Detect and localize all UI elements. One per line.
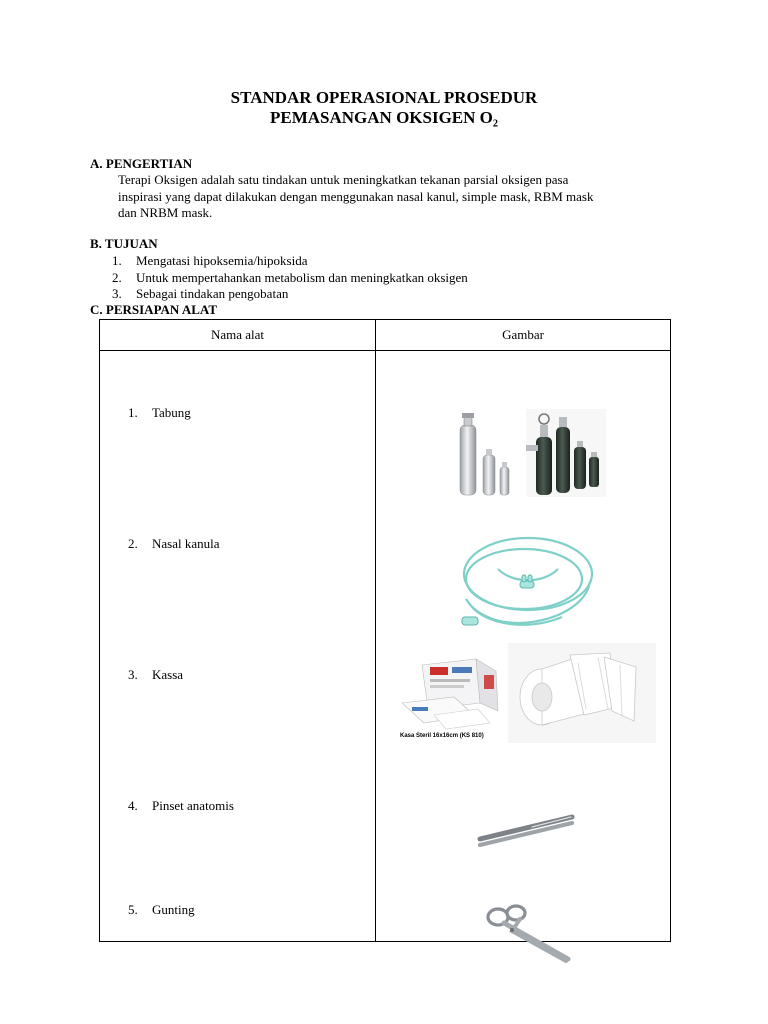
section-b-heading: B. TUJUAN (90, 236, 158, 251)
item-number: 2. (128, 536, 138, 551)
tweezers-icon (472, 809, 576, 851)
item-number: 5. (128, 902, 138, 917)
table-header-row (100, 320, 671, 351)
list-item (112, 253, 468, 270)
list-item (112, 270, 468, 287)
list-item (112, 286, 468, 303)
item-number: 3. (128, 667, 138, 682)
table-row (100, 351, 671, 942)
equipment-item-gunting (128, 902, 195, 918)
equipment-name-cell (100, 351, 376, 942)
item-label: Pinset anatomis (152, 798, 234, 813)
document-title-line2: PEMASANGAN OKSIGEN O₂ (269, 108, 498, 127)
equipment-item-tabung (128, 405, 191, 421)
gauze-icon (400, 657, 508, 735)
list-text: Untuk mempertahankan metabolism dan meningkatkan oksigen (136, 269, 468, 285)
scissors-icon (482, 903, 574, 965)
list-number: 2. (112, 269, 122, 285)
equipment-picture-cell (376, 351, 671, 942)
section-a-heading: A. PENGERTIAN (90, 156, 193, 171)
section-b-list (112, 253, 468, 303)
section-a-line: inspirasi yang dapat dilakukan dengan menggunakan nasal kanul, simple mask, RBM mask (118, 188, 594, 204)
cell-content (100, 351, 375, 941)
item-number: 1. (128, 405, 138, 420)
gauze-roll-icon (508, 643, 656, 743)
section-a-line: dan NRBM mask. (118, 205, 213, 220)
list-text: Sebagai tindakan pengobatan (136, 286, 289, 301)
item-label: Kassa (152, 667, 184, 682)
gauze-caption: Kasa Steril 16x16cm (KS 810) (400, 733, 484, 739)
list-number: 3. (112, 286, 122, 301)
item-label: Tabung (152, 405, 191, 420)
item-number: 4. (128, 798, 138, 813)
section-a-line: Terapi Oksigen adalah satu tindakan untuk meningkatkan tekanan parsial oksigen pasa (118, 172, 569, 187)
list-number: 1. (112, 253, 122, 268)
document-title-line1: STANDAR OPERASIONAL PROSEDUR (230, 88, 538, 107)
equipment-table (99, 319, 671, 942)
item-label: Gunting (152, 902, 195, 917)
item-label: Nasal kanula (152, 536, 220, 551)
section-c-heading: C. PERSIAPAN ALAT (90, 302, 218, 317)
equipment-item-kassa (128, 667, 183, 683)
equipment-item-nasal-kanula (128, 536, 220, 552)
equipment-item-pinset (128, 798, 234, 814)
cell-content (376, 351, 670, 941)
nasal-cannula-icon (458, 529, 598, 637)
section-a-paragraph (118, 172, 678, 222)
table-header-name: Nama alat (100, 320, 376, 351)
oxygen-cylinders-icon (456, 407, 608, 499)
list-text: Mengatasi hipoksemia/hipoksida (136, 253, 308, 268)
gauze-package-picture (400, 657, 508, 743)
table-header-picture: Gambar (376, 320, 671, 351)
